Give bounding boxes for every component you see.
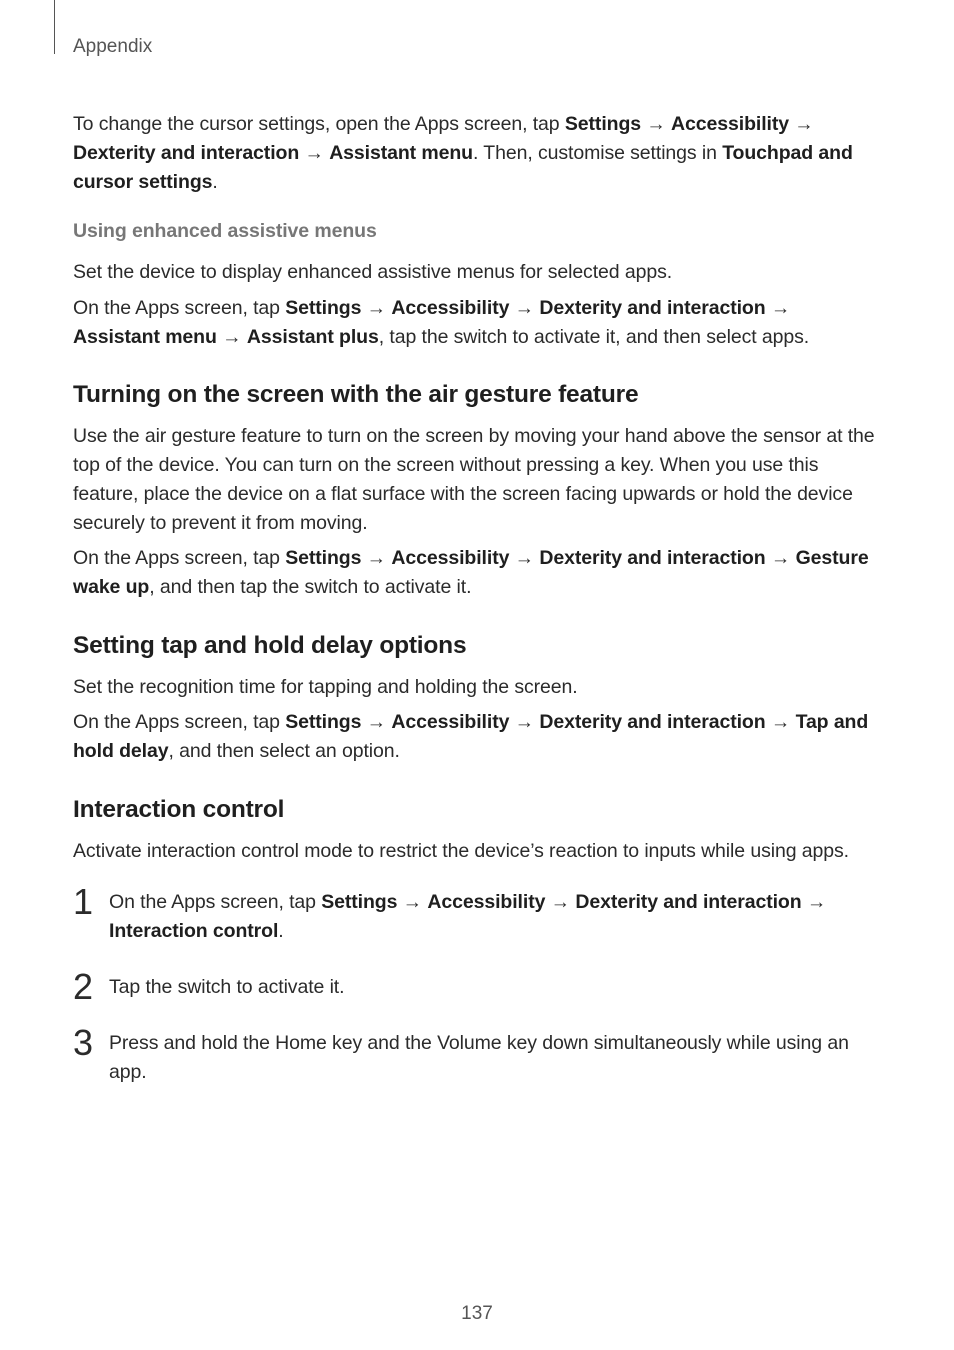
interaction-control-description: Activate interaction control mode to restrict the device’s reaction to inputs while using apps.: [73, 840, 849, 862]
tap-hold-instructions: On the Apps screen, tap Settings → Accessibility → Dexterity and interaction → Tap and hold delay, and then select an option.: [73, 711, 869, 762]
air-gesture-description: Use the air gesture feature to turn on the screen by moving your hand above the sensor at the top of the device. You can turn on the screen without pressing a key. When you use this feature, place the device on a flat surface with the screen facing upwards or hold the device securely to prevent it from moving.: [73, 425, 875, 534]
heading-air-gesture: Turning on the screen with the air gesture feature: [73, 381, 639, 408]
step-1: [73, 881, 880, 946]
intro-paragraph: To change the cursor settings, open the Apps screen, tap Settings → Accessibility → Dexterity and interaction → Assistant menu. Then, customise settings in Touchpad and cursor settings.: [73, 113, 853, 193]
heading-tap-hold-delay: Setting tap and hold delay options: [73, 632, 467, 659]
step-number: 1: [73, 881, 94, 922]
header-rule: [54, 0, 55, 54]
heading-interaction-control: Interaction control: [73, 796, 285, 823]
step-text: Tap the switch to activate it.: [109, 976, 345, 998]
step-2: [73, 966, 880, 1007]
step-3: [73, 1022, 880, 1087]
step-number: 3: [73, 1022, 94, 1063]
subheading-enhanced-menus: Using enhanced assistive menus: [73, 220, 377, 242]
enhanced-menus-instructions: On the Apps screen, tap Settings → Accessibility → Dexterity and interaction → Assistant menu → Assistant plus, tap the switch to activate it, and then select apps.: [73, 297, 810, 348]
tap-hold-description: Set the recognition time for tapping and holding the screen.: [73, 676, 578, 698]
step-number: 2: [73, 966, 94, 1007]
step-text: On the Apps screen, tap Settings → Accessibility → Dexterity and interaction → Interaction control.: [109, 891, 827, 942]
page-number: 137: [461, 1303, 493, 1324]
air-gesture-instructions: On the Apps screen, tap Settings → Accessibility → Dexterity and interaction → Gesture wake up, and then tap the switch to activate it.: [73, 547, 869, 598]
enhanced-menus-description: Set the device to display enhanced assistive menus for selected apps.: [73, 261, 673, 283]
step-text: Press and hold the Home key and the Volume key down simultaneously while using an app.: [109, 1032, 849, 1083]
section-label: Appendix: [73, 36, 153, 57]
